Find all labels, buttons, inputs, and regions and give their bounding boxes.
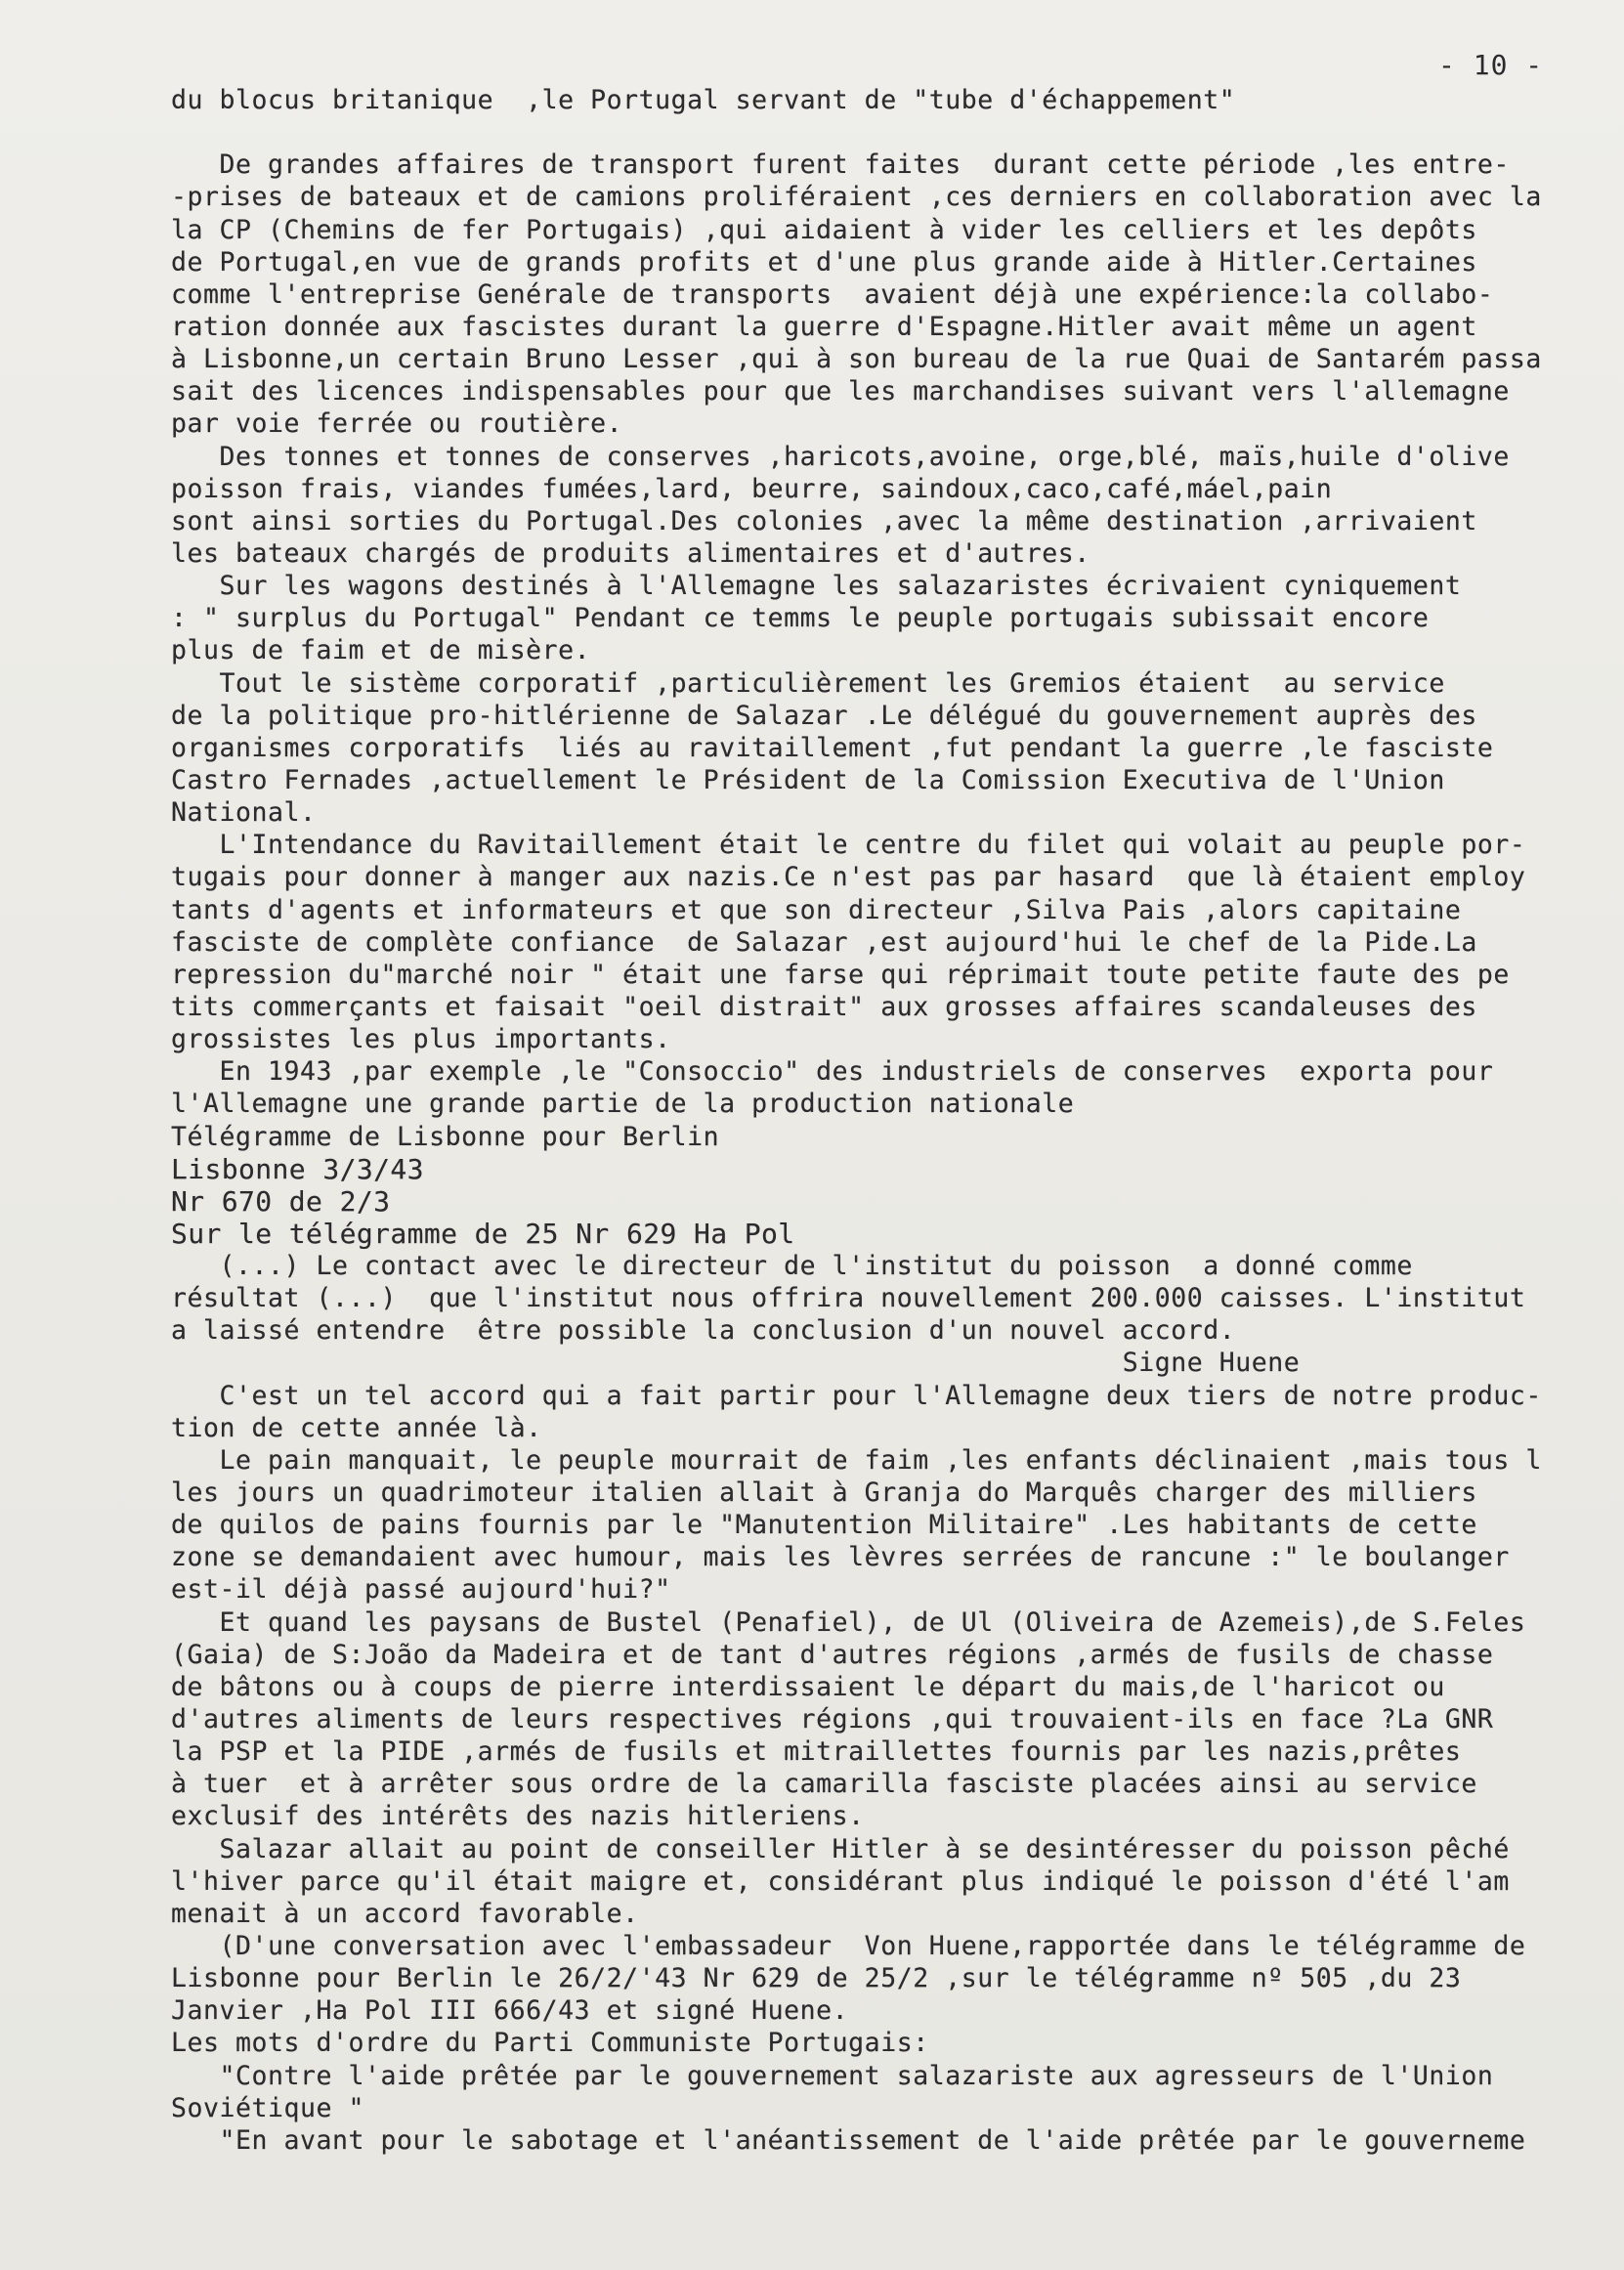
text-line: de Portugal,en vue de grands profits et d'une plus grande aide à Hitler.Certaines <box>171 246 1477 278</box>
text-line: plus de faim et de misère. <box>171 635 591 666</box>
text-line: menait à un accord favorable. <box>171 1898 639 1929</box>
text-line <box>171 116 1624 149</box>
text-line: Lisbonne 3/3/43 <box>171 1152 424 1185</box>
text-line: tants d'agents et informateurs et que son directeur ,Silva Pais ,alors capitaine <box>171 894 1462 925</box>
text-line: les bateaux chargés de produits alimentaires et d'autres. <box>171 537 1090 569</box>
text-line: Tout le sistème corporatif ,particulièrement les Gremios étaient au service <box>171 667 1445 699</box>
text-line: l'Allemagne une grande partie de la production nationale <box>171 1089 1075 1120</box>
text-line: Sur les wagons destinés à l'Allemagne les salazaristes écrivaient cyniquement <box>171 571 1462 602</box>
text-line: Salazar allait au point de conseiller Hitler à se desintéresser du poisson pêché <box>171 1833 1510 1864</box>
text-line: à Lisbonne,un certain Bruno Lesser ,qui à son bureau de la rue Quai de Santarém passa <box>171 344 1542 375</box>
text-line: Soviétique " <box>171 2092 365 2123</box>
page-number: - 10 - <box>1438 49 1544 81</box>
text-line: (Gaia) de S:João da Madeira et de tant d'autres régions ,armés de fusils de chasse <box>171 1639 1494 1670</box>
text-line: National. <box>171 797 317 829</box>
text-line: Les mots d'ordre du Parti Communiste Portugais: <box>171 2028 929 2059</box>
text-line: est-il déjà passé aujourd'hui?" <box>171 1574 671 1606</box>
text-line: grossistes les plus importants. <box>171 1024 671 1055</box>
text-line: -prises de bateaux et de camions proliféraient ,ces derniers en collaboration avec la <box>171 182 1542 213</box>
text-line: d'autres aliments de leurs respectives régions ,qui trouvaient-ils en face ?La GNR <box>171 1704 1494 1735</box>
text-line: repression du"marché noir " était une farse qui réprimait toute petite faute des pe <box>171 959 1510 990</box>
text-line: L'Intendance du Ravitaillement était le centre du filet qui volait au peuple por- <box>171 830 1526 861</box>
text-line: Le pain manquait, le peuple mourrait de faim ,les enfants déclinaient ,mais tous l <box>171 1444 1542 1476</box>
text-line: par voie ferrée ou routière. <box>171 408 623 440</box>
text-line: de la politique pro-hitlérienne de Salazar .Le délégué du gouvernement auprès des <box>171 700 1477 731</box>
text-line: les jours un quadrimoteur italien allait à Granja do Marquês charger des milliers <box>171 1478 1477 1509</box>
text-line: sont ainsi sorties du Portugal.Des colonies ,avec la même destination ,arrivaient <box>171 505 1477 536</box>
text-line: Sur le télégramme de 25 Nr 629 Ha Pol <box>171 1217 795 1250</box>
text-line: tits commerçants et faisait "oeil distrait" aux grosses affaires scandaleuses des <box>171 991 1477 1022</box>
text-line: En 1943 ,par exemple ,le "Consoccio" des industriels de conserves exporta pour <box>171 1056 1494 1088</box>
text-line: résultat (...) que l'institut nous offrira nouvellement 200.000 caisses. L'institut <box>171 1283 1526 1314</box>
text-line: zone se demandaient avec humour, mais les lèvres serrées de rancune :" le boulanger <box>171 1542 1510 1573</box>
text-line: tugais pour donner à manger aux nazis.Ce n'est pas par hasard que là étaient employ <box>171 862 1526 893</box>
text-line: "En avant pour le sabotage et l'anéantissement de l'aide prêtée par le gouverneme <box>171 2124 1526 2156</box>
text-line: l'hiver parce qu'il était maigre et, considérant plus indiqué le poisson d'été l'am <box>171 1865 1510 1897</box>
text-line: tion de cette année là. <box>171 1412 542 1443</box>
text-line: Et quand les paysans de Bustel (Penafiel), de Ul (Oliveira de Azemeis),de S.Feles <box>171 1606 1526 1638</box>
text-line: de quilos de pains fournis par le "Manutention Militaire" .Les habitants de cette <box>171 1510 1477 1541</box>
text-line: Signe Huene <box>171 1348 1301 1379</box>
text-line: fasciste de complète confiance de Salazar ,est aujourd'hui le chef de la Pide.La <box>171 926 1477 958</box>
text-line: la CP (Chemins de fer Portugais) ,qui aidaient à vider les celliers et les depôts <box>171 214 1477 245</box>
text-line: Lisbonne pour Berlin le 26/2/'43 Nr 629 de 25/2 ,sur le télégramme nº 505 ,du 23 <box>171 1963 1462 1994</box>
text-line: De grandes affaires de transport furent faites durant cette période ,les entre- <box>171 150 1510 181</box>
text-line: Castro Fernades ,actuellement le Président de la Comission Executiva de l'Union <box>171 764 1445 795</box>
text-line: à tuer et à arrêter sous ordre de la camarilla fasciste placées ainsi au service <box>171 1769 1477 1800</box>
text-line: de bâtons ou à coups de pierre interdissaient le départ du mais,de l'haricot ou <box>171 1671 1445 1702</box>
text-line: ration donnée aux fascistes durant la guerre d'Espagne.Hitler avait même un agent <box>171 311 1477 342</box>
text-line: Janvier ,Ha Pol III 666/43 et signé Huene. <box>171 1995 849 2027</box>
text-line: Des tonnes et tonnes de conserves ,haricots,avoine, orge,blé, maïs,huile d'olive <box>171 441 1510 472</box>
text-line: a laissé entendre être possible la conclusion d'un nouvel accord. <box>171 1315 1236 1347</box>
text-line: "Contre l'aide prêtée par le gouvernement salazariste aux agresseurs de l'Union <box>171 2060 1494 2091</box>
text-line: (...) Le contact avec le directeur de l'institut du poisson a donné comme <box>171 1251 1413 1282</box>
body-text <box>171 84 1624 2157</box>
text-line: (D'une conversation avec l'embassadeur Von Huene,rapportée dans le télégramme de <box>171 1931 1526 1962</box>
text-line: Télégramme de Lisbonne pour Berlin <box>171 1121 720 1152</box>
text-line: exclusif des intérêts des nazis hitleriens. <box>171 1801 865 1832</box>
text-line: C'est un tel accord qui a fait partir pour l'Allemagne deux tiers de notre produc- <box>171 1380 1542 1411</box>
text-line: la PSP et la PIDE ,armés de fusils et mitraillettes fournis par les nazis,prêtes <box>171 1736 1462 1768</box>
text-line: comme l'entreprise Genérale de transports avaient déjà une expérience:la collabo- <box>171 278 1494 310</box>
text-line: sait des licences indispensables pour que les marchandises suivant vers l'allemagne <box>171 376 1510 407</box>
text-line: organismes corporatifs liés au ravitaillement ,fut pendant la guerre ,le fasciste <box>171 732 1494 763</box>
text-line: poisson frais, viandes fumées,lard, beurre, saindoux,caco,café,máel,pain <box>171 473 1333 504</box>
text-line: du blocus britanique ,le Portugal servant de "tube d'échappement" <box>171 85 1236 115</box>
text-line: Nr 670 de 2/3 <box>171 1184 391 1218</box>
text-line: : " surplus du Portugal" Pendant ce temms le peuple portugais subissait encore <box>171 603 1430 634</box>
